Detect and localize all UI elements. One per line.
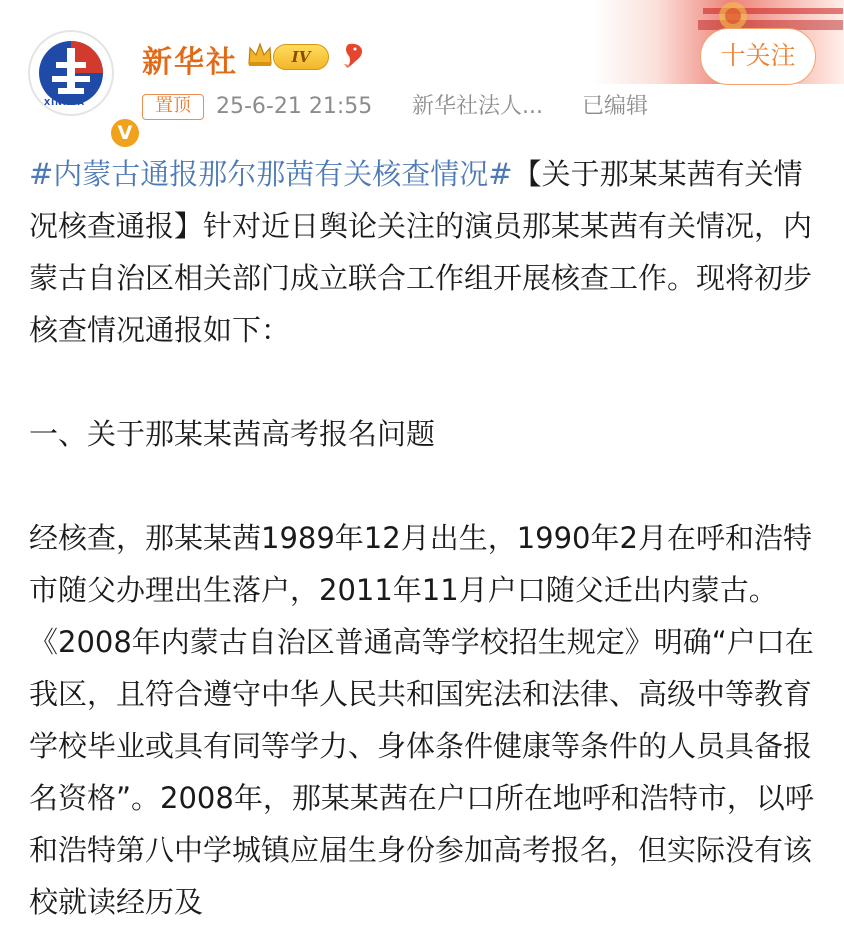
timestamp: 25-6-21 21:55 [216, 94, 373, 119]
follow-button[interactable]: 十关注 [700, 28, 816, 85]
avatar-caption: XINHUA [44, 98, 85, 107]
intro-paragraph [29, 148, 819, 356]
level-badge[interactable]: IV [273, 44, 329, 70]
koi-fish-icon[interactable] [343, 40, 369, 70]
post-body [29, 148, 819, 928]
pinned-badge: 置顶 [142, 94, 204, 120]
section-heading: 一、关于那某某茜高考报名问题 [29, 417, 436, 451]
source-link[interactable]: 新华社法人... [412, 94, 543, 119]
crown-icon [247, 40, 273, 68]
verified-icon: V [108, 116, 142, 150]
hashtag-link[interactable]: #内蒙古通报那尔那茜有关核查情况# [29, 157, 513, 191]
body-paragraph: 经核查，那某某茜1989年12月出生，1990年2月在呼和浩特市随父办理出生落户，2011年11月户口随父迁出内蒙古。《2008年内蒙古自治区普通高等学校招生规定》明确“户口在我区，且符合遵守中华人民共和国宪法和法律、高级中等教育学校毕业或具有同等学力、身体条件健康等条件的人员具备报名资格”。2008年，那某某茜在户口所在地呼和浩特市，以呼和浩特第八中学城镇应届生身份参加高考报名，但实际没有该校就读经历及 [29, 521, 814, 919]
avatar[interactable] [28, 30, 133, 144]
author-name[interactable]: 新华社 [142, 45, 238, 80]
post-header [0, 0, 844, 144]
intro-text: 【关于那某某茜有关情况核查通报】针对近日舆论关注的演员那某某茜有关情况，内蒙古自治区相关部门成立联合工作组开展核查工作。现将初步核查情况通报如下： [29, 157, 813, 347]
edited-label[interactable]: 已编辑 [582, 94, 649, 119]
